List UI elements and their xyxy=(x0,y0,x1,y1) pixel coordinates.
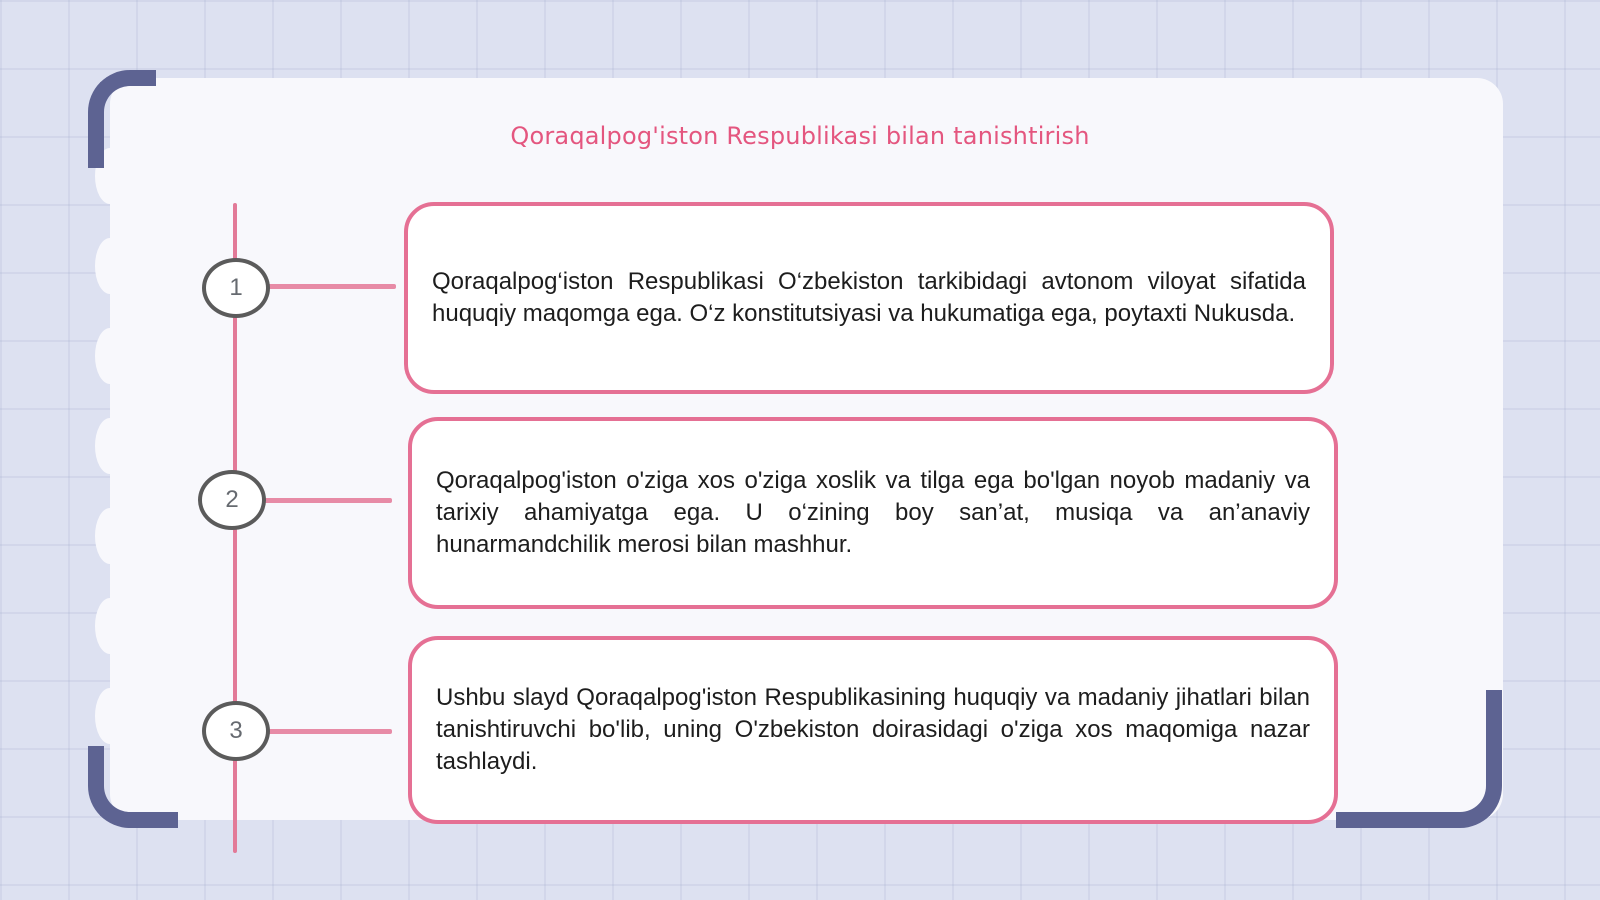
step-number-circle xyxy=(198,470,266,530)
timeline-connector xyxy=(266,284,396,289)
info-box-text: Qoraqalpog'iston o'ziga xos o'ziga xoslik va tilga ega bo'lgan noyob madaniy va tarixiy ahamiyatga ega. U o‘zining boy san’at, musiqa va an’anaviy hunarmandchilik merosi bilan mashhur. xyxy=(436,467,1310,558)
card-scallop xyxy=(95,508,125,564)
card-scallop xyxy=(95,238,125,294)
corner-bracket-bottom-left xyxy=(88,746,178,828)
corner-bracket-top-left xyxy=(88,70,156,168)
slide-title: Qoraqalpog'iston Respublikasi bilan tanishtirish xyxy=(510,122,1090,150)
step-number: 3 xyxy=(229,717,243,744)
info-box-text: Ushbu slayd Qoraqalpog'iston Respublikasining huquqiy va madaniy jihatlari bilan tanishtiruvchi bo'lib, uning O'zbekiston doirasidagi o'ziga xos maqomiga nazar tashlaydi. xyxy=(436,684,1310,775)
step-number-circle xyxy=(202,258,270,318)
card-scallop xyxy=(95,598,125,654)
info-box xyxy=(404,202,1334,394)
info-box-text: Qoraqalpog‘iston Respublikasi O‘zbekiston tarkibidagi avtonom viloyat sifatida huquqiy maqomga ega. O‘z konstitutsiyasi va hukumatiga ega, poytaxti Nukusda. xyxy=(432,268,1306,327)
info-box xyxy=(408,636,1338,824)
timeline-connector xyxy=(262,498,392,503)
step-number: 2 xyxy=(225,486,239,513)
corner-bracket-bottom-right xyxy=(1336,690,1502,828)
step-number-circle xyxy=(202,701,270,761)
card-scallop xyxy=(95,328,125,384)
info-box xyxy=(408,417,1338,609)
step-number: 1 xyxy=(229,274,243,301)
timeline-connector xyxy=(266,729,392,734)
card-scallop xyxy=(95,688,125,744)
card-scallop xyxy=(95,418,125,474)
